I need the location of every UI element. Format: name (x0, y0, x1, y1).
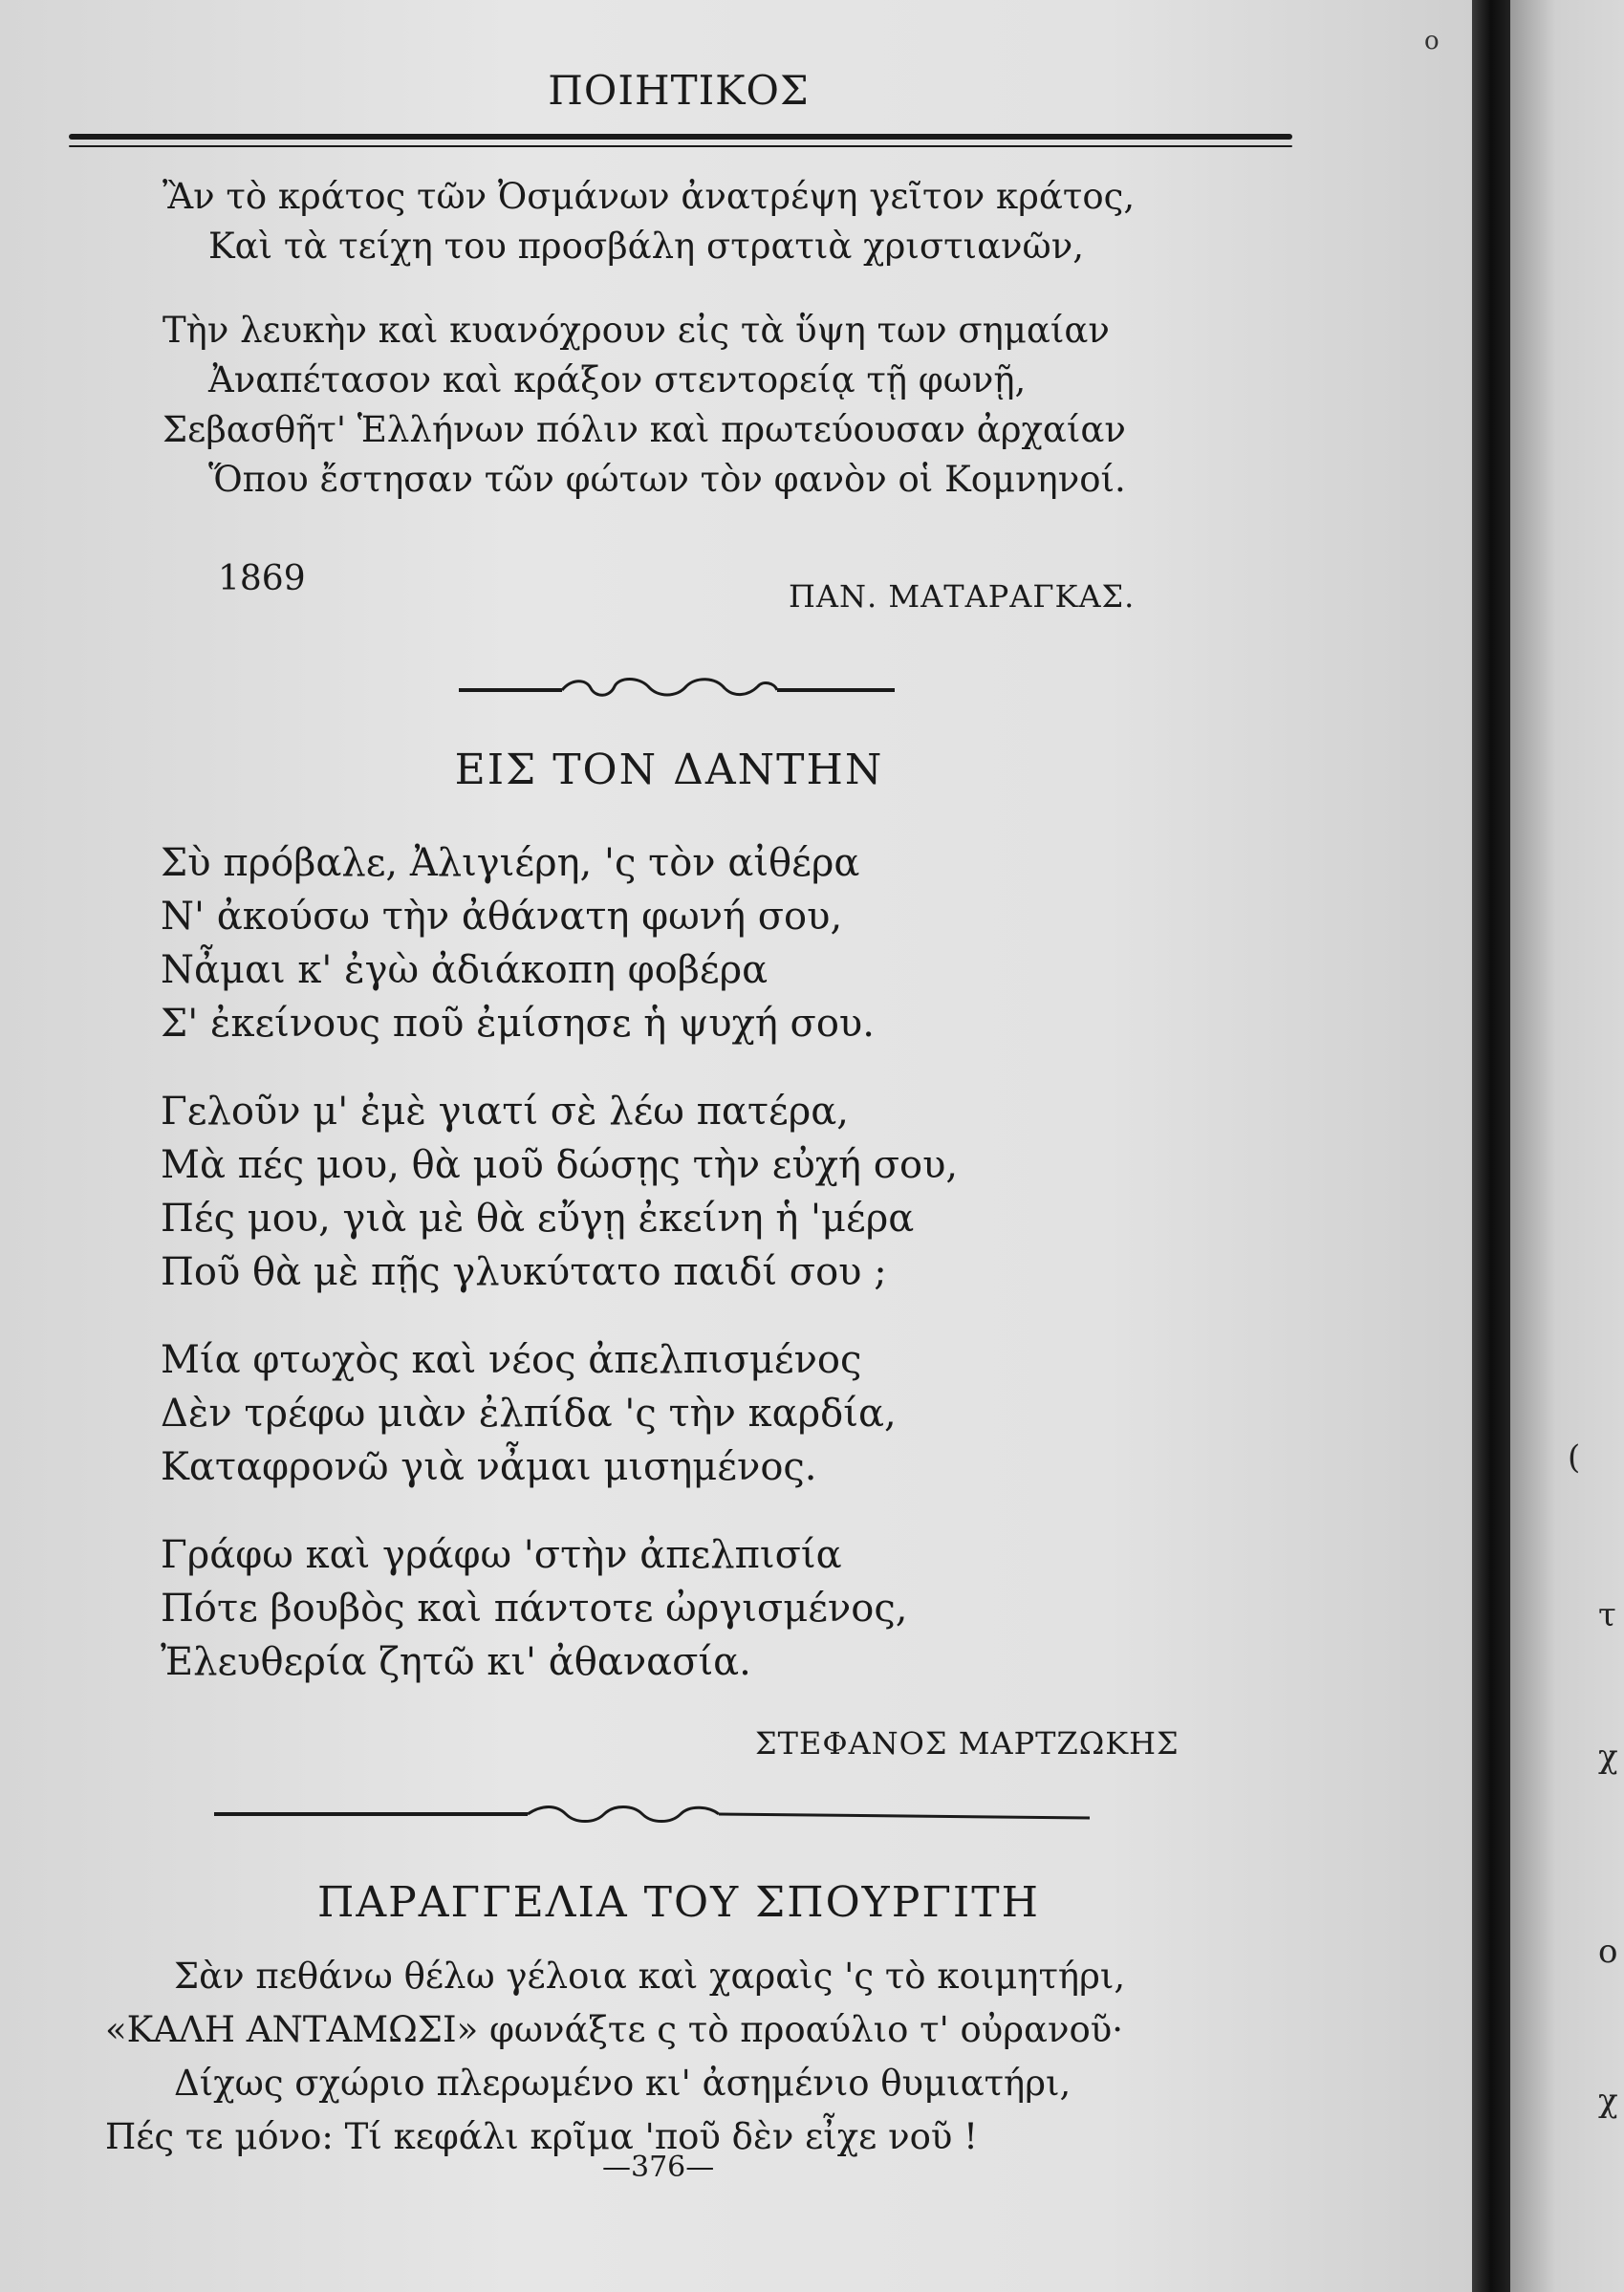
stanza (161, 1085, 958, 1299)
running-header: ΠΟΙΗΤΙΚΟΣ (548, 67, 810, 114)
stanza (162, 172, 1135, 271)
poem-year: 1869 (218, 559, 306, 598)
poem-title: ΕΙΣ ΤΟΝ ΔΑΝΤΗΝ (454, 746, 884, 794)
verse-line: Καταφρονῶ γιὰ νἆμαι μισημένος. (161, 1445, 817, 1489)
verse-line: Γελοῦν μ' ἐμὲ γιατί σὲ λέω πατέρα, (161, 1090, 850, 1134)
page-number: —376— (602, 2151, 715, 2184)
verse-line: «ΚΑΛΗ ΑΝΤΑΜΩΣΙ» φωνάξτε ς τὸ προαύλιο τ' οὐρανοῦ· (105, 2009, 1124, 2050)
verse-line: Ἂν τὸ κράτος τῶν Ὀσμάνων ἀνατρέψη γεῖτον κράτος, (162, 176, 1136, 217)
verse-line: Σεβασθῆτ' Ἑλλήνων πόλιν καὶ πρωτεύουσαν ἀρχαίαν (162, 409, 1126, 450)
poem-author: ΣΤΕΦΑΝΟΣ ΜΑΡΤΖΩΚΗΣ (755, 1725, 1180, 1762)
stanza (161, 1333, 958, 1494)
verse-line: Δὲν τρέφω μιὰν ἐλπίδα 'ς τὴν καρδία, (161, 1392, 897, 1436)
ornament-divider (212, 1797, 1092, 1835)
poem-3 (105, 1950, 1125, 2164)
verse-line: Ν' ἀκούσω τὴν ἀθάνατη φωνή σου, (161, 895, 843, 939)
corner-mark: ο (1424, 27, 1440, 55)
book-spine (1472, 0, 1510, 2292)
stanza (161, 1528, 958, 1689)
header-rule-thin (69, 145, 1292, 147)
next-page-edge (1510, 0, 1624, 2292)
ornament-divider (457, 669, 897, 707)
verse-line: Σ' ἐκείνους ποῦ ἐμίσησε ἡ ψυχή σου. (161, 1002, 875, 1046)
edge-glyph: χ (1598, 2082, 1618, 2120)
verse-line: Ποῦ θὰ μὲ πῇς γλυκύτατο παιδί σου ; (161, 1250, 887, 1294)
header-rule (69, 134, 1292, 140)
verse-line: Πές τε μόνο: Τί κεφάλι κρῖμα 'ποῦ δὲν εἶχε νοῦ ! (105, 2116, 978, 2157)
verse-line: Ὅπου ἔστησαν τῶν φώτων τὸν φανὸν οἱ Κομνηνοί. (208, 459, 1126, 500)
poem-2 (161, 836, 958, 1689)
poem-title: ΠΑΡΑΓΓΕΛΙΑ ΤΟΥ ΣΠΟΥΡΓΙΤΗ (317, 1878, 1040, 1927)
poem-1 (162, 172, 1135, 505)
stanza (161, 836, 958, 1050)
edge-glyph: ( (1568, 1438, 1581, 1477)
edge-glyph: χ (1598, 1738, 1618, 1776)
verse-line: Καὶ τὰ τείχη του προσβάλη στρατιὰ χριστιανῶν, (208, 226, 1084, 267)
stanza (162, 306, 1135, 505)
verse-line: Πές μου, γιὰ μὲ θὰ εὔγῃ ἐκείνη ἡ 'μέρα (161, 1197, 915, 1241)
edge-glyph: τ (1598, 1596, 1616, 1634)
poem-author: ΠΑΝ. ΜΑΤΑΡΑΓΚΑΣ. (789, 578, 1136, 615)
verse-line: Σὰν πεθάνω θέλω γέλοια καὶ χαραὶς 'ς τὸ κοιμητήρι, (174, 1956, 1126, 1997)
verse-line: Μὰ πές μου, θὰ μοῦ δώσῃς τὴν εὐχή σου, (161, 1143, 959, 1187)
verse-line: Μία φτωχὸς καὶ νέος ἀπελπισμένος (161, 1338, 862, 1382)
verse-line: Νἆμαι κ' ἐγὼ ἀδιάκοπη φοβέρα (161, 948, 769, 992)
verse-line: Πότε βουβὸς καὶ πάντοτε ὠργισμένος, (161, 1587, 908, 1631)
verse-line: Σὺ πρόβαλε, Ἀλιγιέρη, 'ς τὸν αἰθέρα (161, 841, 860, 885)
verse-line: Ἀναπέτασον καὶ κράξον στεντορείᾳ τῇ φωνῇ, (208, 359, 1027, 400)
verse-line: Τὴν λευκὴν καὶ κυανόχρουν εἰς τὰ ὕψη των σημαίαν (162, 310, 1110, 351)
verse-line: Δίχως σχώριο πλερωμένο κι' ἀσημένιο θυμιατήρι, (174, 2063, 1072, 2104)
edge-glyph: ο (1598, 1933, 1618, 1971)
verse-line: Γράφω καὶ γράφω 'στὴν ἀπελπισία (161, 1533, 842, 1577)
verse-line: Ἐλευθερία ζητῶ κι' ἀθανασία. (161, 1640, 751, 1684)
